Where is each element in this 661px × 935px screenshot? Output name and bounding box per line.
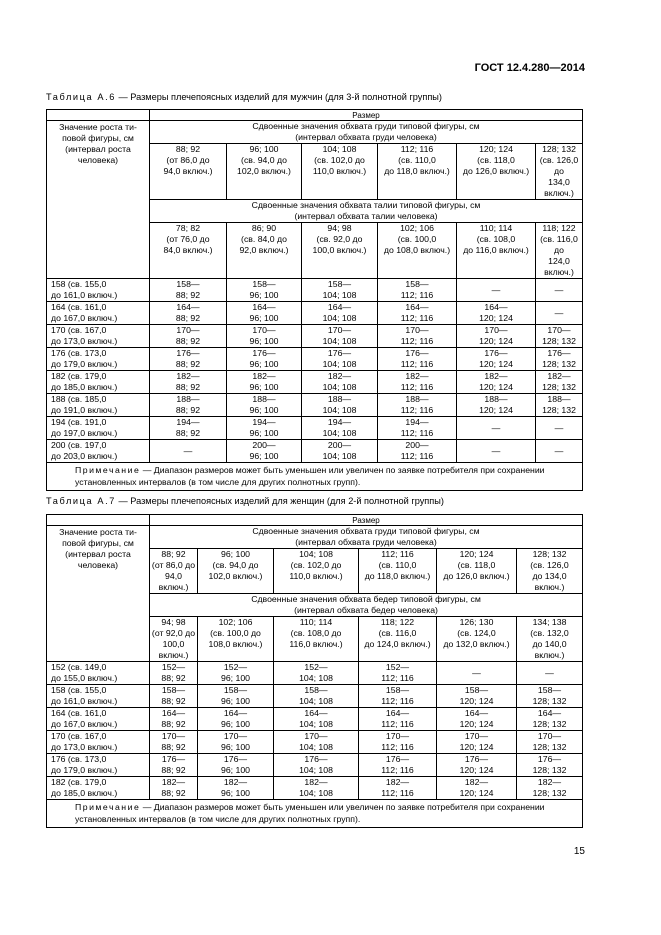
height-cell: 170 (св. 167,0 до 173,0 включ.) [47, 731, 150, 754]
size-range-cell: 126; 130 (св. 124,0 до 132,0 включ.) [437, 617, 517, 662]
table-row [47, 279, 583, 302]
size-cell: 164— 104; 108 [302, 302, 378, 325]
height-cell: 164 (св. 161,0 до 167,0 включ.) [47, 708, 150, 731]
size-range-cell: 78; 82 (от 76,0 до 84,0 включ.) [150, 223, 227, 279]
size-cell: — [457, 440, 536, 463]
size-cell: 152— 88; 92 [150, 662, 198, 685]
document-code: ГОСТ 12.4.280—2014 [474, 62, 585, 74]
size-cell: 182— 128; 132 [517, 777, 583, 800]
table-a7-caption [46, 496, 444, 506]
size-range-cell: 128; 132 (св. 126,0 до 134,0 включ.) [517, 549, 583, 594]
size-cell: — [437, 662, 517, 685]
size-cell: 152— 104; 108 [274, 662, 359, 685]
size-cell: 194— 104; 108 [302, 417, 378, 440]
size-cell: 182— 112; 116 [359, 777, 437, 800]
size-range-cell: 112; 116 (св. 110,0 до 118,0 включ.) [359, 549, 437, 594]
size-cell: 182— 120; 124 [437, 777, 517, 800]
table-row [47, 685, 583, 708]
size-cell: 158— 88; 92 [150, 685, 198, 708]
size-cell: 164— 128; 132 [517, 708, 583, 731]
size-cell: 170— 120; 124 [437, 731, 517, 754]
size-cell: 158— 96; 100 [198, 685, 274, 708]
size-cell: 170— 88; 92 [150, 731, 198, 754]
waist-group-title: Сдвоенные значения обхвата талии типовой фигуры, см (интервал обхвата талии человека) [150, 200, 583, 223]
table-row [47, 754, 583, 777]
size-cell: 176— 112; 116 [359, 754, 437, 777]
size-cell: 158— 88; 92 [150, 279, 227, 302]
size-range-cell: 110; 114 (св. 108,0 до 116,0 включ.) [457, 223, 536, 279]
size-cell: 164— 96; 100 [227, 302, 302, 325]
size-cell: 164— 112; 116 [359, 708, 437, 731]
table-a6-caption [46, 92, 442, 102]
size-cell: 188— 96; 100 [227, 394, 302, 417]
height-cell: 158 (св. 155,0 до 161,0 включ.) [47, 685, 150, 708]
size-cell: 164— 120; 124 [457, 302, 536, 325]
size-range-cell: 86; 90 (св. 84,0 до 92,0 включ.) [227, 223, 302, 279]
size-range-cell: 118; 122 (св. 116,0 до 124,0 включ.) [359, 617, 437, 662]
size-cell: 164— 112; 116 [378, 302, 457, 325]
table-row [47, 417, 583, 440]
size-cell: 164— 96; 100 [198, 708, 274, 731]
size-range-cell: 104; 108 (св. 102,0 до 110,0 включ.) [274, 549, 359, 594]
size-cell: 170— 96; 100 [227, 325, 302, 348]
size-cell: 170— 128; 132 [517, 731, 583, 754]
table-a7 [46, 514, 583, 828]
size-range-cell: 120; 124 (св. 118,0 до 126,0 включ.) [457, 144, 536, 200]
size-cell: 182— 104; 108 [302, 371, 378, 394]
table-a6 [46, 109, 583, 491]
table-a7-title: — Размеры плечепоясных изделий для женщин (для 2-й полнотной группы) [115, 496, 444, 506]
size-cell: 152— 96; 100 [198, 662, 274, 685]
table-a6-label: Таблица А.6 [46, 92, 116, 102]
size-cell: 182— 120; 124 [457, 371, 536, 394]
note-label: Примечание [75, 802, 141, 812]
size-range-cell: 118; 122 (св. 116,0 до 124,0 включ.) [536, 223, 583, 279]
height-column-header: Значение роста ти- повой фигуры, см (интервал роста человека) [47, 121, 150, 279]
size-cell: 170— 120; 124 [457, 325, 536, 348]
size-cell: 182— 88; 92 [150, 777, 198, 800]
table-row [47, 777, 583, 800]
size-header: Размер [150, 110, 583, 121]
size-cell: 194— 88; 92 [150, 417, 227, 440]
table-row [47, 371, 583, 394]
size-cell: 176— 112; 116 [378, 348, 457, 371]
size-cell: 176— 88; 92 [150, 348, 227, 371]
size-cell: 182— 96; 100 [198, 777, 274, 800]
size-cell: 176— 120; 124 [437, 754, 517, 777]
size-cell: 188— 88; 92 [150, 394, 227, 417]
size-range-cell: 112; 116 (св. 110,0 до 118,0 включ.) [378, 144, 457, 200]
size-cell: 188— 128; 132 [536, 394, 583, 417]
size-cell: 158— 104; 108 [302, 279, 378, 302]
height-cell: 176 (св. 173,0 до 179,0 включ.) [47, 348, 150, 371]
size-range-cell: 96; 100 (св. 94,0 до 102,0 включ.) [227, 144, 302, 200]
hip-group-title: Сдвоенные значения обхвата бедер типовой фигуры, см (интервал обхвата бедер человека) [150, 594, 583, 617]
size-range-cell: 94; 98 (св. 92,0 до 100,0 включ.) [302, 223, 378, 279]
size-cell: 182— 112; 116 [378, 371, 457, 394]
note-text: — Диапазон размеров может быть уменьшен или увеличен по заявке потребителя при сохранении установленных интервалов (в том числе для других полнотных групп). [75, 802, 545, 824]
size-range-cell: 134; 138 (св. 132,0 до 140,0 включ.) [517, 617, 583, 662]
size-cell: — [536, 417, 583, 440]
height-cell: 152 (св. 149,0 до 155,0 включ.) [47, 662, 150, 685]
size-cell: 164— 120; 124 [437, 708, 517, 731]
size-cell: 200— 96; 100 [227, 440, 302, 463]
height-cell: 200 (св. 197,0 до 203,0 включ.) [47, 440, 150, 463]
size-cell: 194— 96; 100 [227, 417, 302, 440]
size-cell: 188— 120; 124 [457, 394, 536, 417]
table-a6-note [47, 463, 583, 491]
size-cell: 188— 104; 108 [302, 394, 378, 417]
size-cell: — [536, 302, 583, 325]
size-range-cell: 102; 106 (св. 100,0 до 108,0 включ.) [378, 223, 457, 279]
size-cell: — [457, 279, 536, 302]
table-row [47, 440, 583, 463]
size-range-cell: 120; 124 (св. 118,0 до 126,0 включ.) [437, 549, 517, 594]
size-cell: — [536, 279, 583, 302]
size-cell: 158— 104; 108 [274, 685, 359, 708]
size-cell: 158— 112; 116 [378, 279, 457, 302]
table-a7-label: Таблица А.7 [46, 496, 116, 506]
size-range-cell: 94; 98 (от 92,0 до 100,0 включ.) [150, 617, 198, 662]
size-cell: 158— 96; 100 [227, 279, 302, 302]
size-cell: 200— 112; 116 [378, 440, 457, 463]
size-cell: — [536, 440, 583, 463]
table-row [47, 662, 583, 685]
height-cell: 170 (св. 167,0 до 173,0 включ.) [47, 325, 150, 348]
size-cell: 176— 104; 108 [302, 348, 378, 371]
size-cell: 176— 104; 108 [274, 754, 359, 777]
size-cell: — [517, 662, 583, 685]
size-cell: 176— 128; 132 [536, 348, 583, 371]
table-row [47, 731, 583, 754]
size-cell: — [150, 440, 227, 463]
height-cell: 188 (св. 185,0 до 191,0 включ.) [47, 394, 150, 417]
height-column-header: Значение роста ти- повой фигуры, см (интервал роста человека) [47, 526, 150, 662]
size-range-cell: 102; 106 (св. 100,0 до 108,0 включ.) [198, 617, 274, 662]
size-cell: 158— 120; 124 [437, 685, 517, 708]
size-cell: 182— 104; 108 [274, 777, 359, 800]
size-cell: 170— 112; 116 [378, 325, 457, 348]
chest-group-title: Сдвоенные значения обхвата груди типовой фигуры, см (интервал обхвата груди человека) [150, 121, 583, 144]
size-cell: 170— 104; 108 [274, 731, 359, 754]
table-row [47, 325, 583, 348]
size-cell: 176— 88; 92 [150, 754, 198, 777]
table-a7-note [47, 800, 583, 828]
table-a6-title: — Размеры плечепоясных изделий для мужчин (для 3-й полнотной группы) [115, 92, 442, 102]
size-range-cell: 96; 100 (св. 94,0 до 102,0 включ.) [198, 549, 274, 594]
height-cell: 194 (св. 191,0 до 197,0 включ.) [47, 417, 150, 440]
size-cell: 164— 104; 108 [274, 708, 359, 731]
note-label: Примечание [75, 465, 141, 475]
size-cell: 182— 88; 92 [150, 371, 227, 394]
size-cell: 182— 96; 100 [227, 371, 302, 394]
height-cell: 158 (св. 155,0 до 161,0 включ.) [47, 279, 150, 302]
size-header: Размер [150, 515, 583, 526]
size-cell: 158— 112; 116 [359, 685, 437, 708]
size-cell: 176— 96; 100 [198, 754, 274, 777]
size-range-cell: 110; 114 (св. 108,0 до 116,0 включ.) [274, 617, 359, 662]
chest-group-title: Сдвоенные значения обхвата груди типовой фигуры, см (интервал обхвата груди человека) [150, 526, 583, 549]
size-cell: 158— 128; 132 [517, 685, 583, 708]
table-row [47, 348, 583, 371]
height-cell: 164 (св. 161,0 до 167,0 включ.) [47, 302, 150, 325]
size-cell: 164— 88; 92 [150, 302, 227, 325]
size-cell: 170— 88; 92 [150, 325, 227, 348]
size-range-cell: 104; 108 (св. 102,0 до 110,0 включ.) [302, 144, 378, 200]
size-cell: 188— 112; 116 [378, 394, 457, 417]
size-cell: 194— 112; 116 [378, 417, 457, 440]
size-range-cell: 88; 92 (от 86,0 до 94,0 включ.) [150, 549, 198, 594]
table-row [47, 302, 583, 325]
size-cell: 176— 128; 132 [517, 754, 583, 777]
height-cell: 182 (св. 179,0 до 185,0 включ.) [47, 777, 150, 800]
size-cell: 200— 104; 108 [302, 440, 378, 463]
height-cell: 176 (св. 173,0 до 179,0 включ.) [47, 754, 150, 777]
height-cell: 182 (св. 179,0 до 185,0 включ.) [47, 371, 150, 394]
size-cell: 182— 128; 132 [536, 371, 583, 394]
page-number: 15 [573, 846, 585, 857]
size-range-cell: 128; 132 (св. 126,0 до 134,0 включ.) [536, 144, 583, 200]
size-cell: 170— 96; 100 [198, 731, 274, 754]
size-cell: 170— 112; 116 [359, 731, 437, 754]
size-cell: 176— 120; 124 [457, 348, 536, 371]
table-row [47, 394, 583, 417]
size-cell: 176— 96; 100 [227, 348, 302, 371]
size-cell: — [457, 417, 536, 440]
note-text: — Диапазон размеров может быть уменьшен или увеличен по заявке потребителя при сохранении установленных интервалов (в том числе для других полнотных групп). [75, 465, 545, 487]
size-cell: 152— 112; 116 [359, 662, 437, 685]
size-range-cell: 88; 92 (от 86,0 до 94,0 включ.) [150, 144, 227, 200]
table-row [47, 708, 583, 731]
size-cell: 170— 128; 132 [536, 325, 583, 348]
size-cell: 164— 88; 92 [150, 708, 198, 731]
size-cell: 170— 104; 108 [302, 325, 378, 348]
